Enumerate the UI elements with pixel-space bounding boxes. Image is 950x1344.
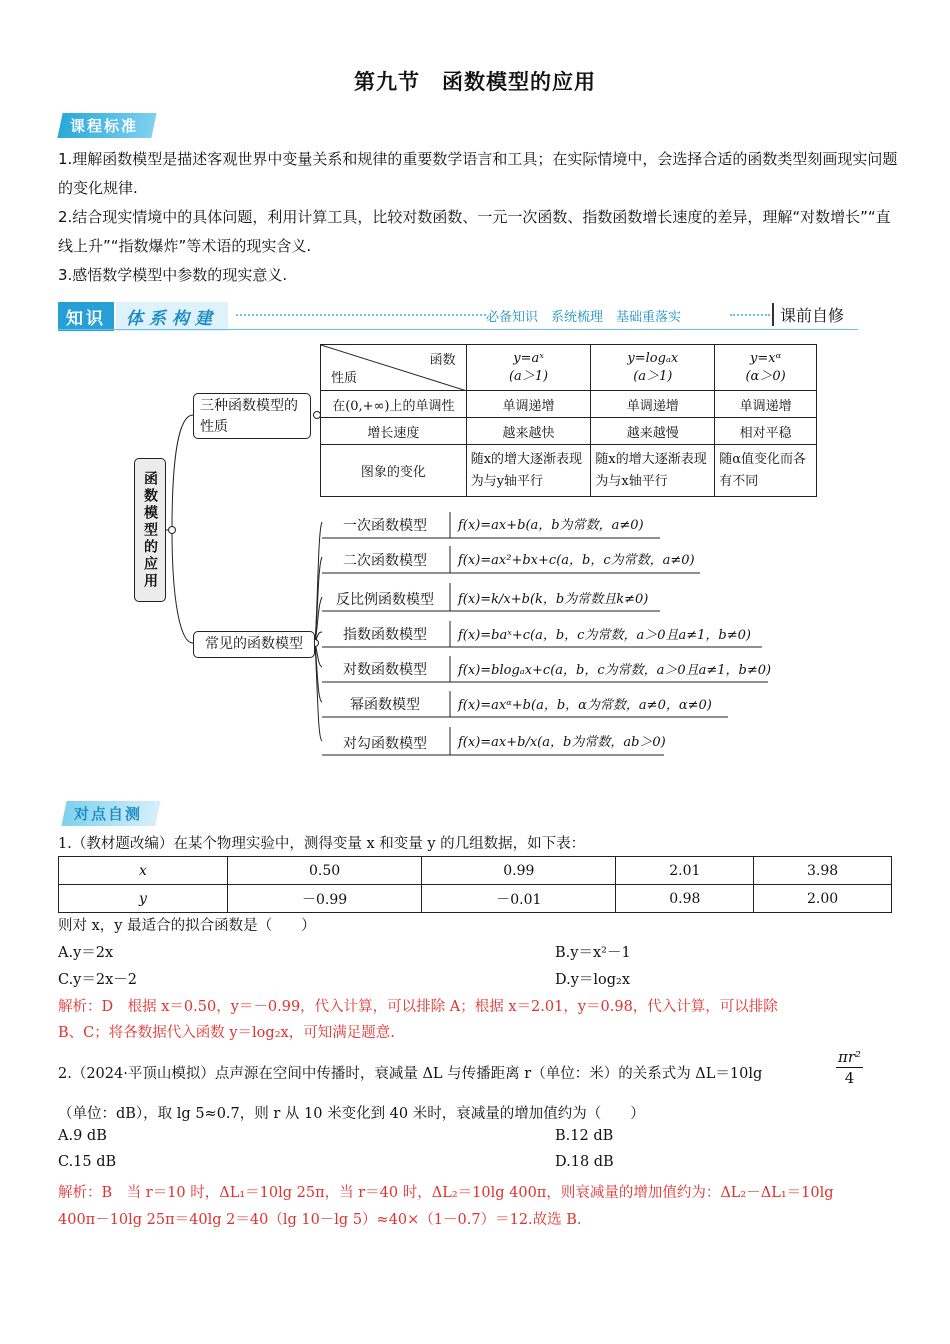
branch-common-models: 常见的函数模型 xyxy=(193,631,315,658)
model-formula: f(x)=ax²+bx+c(a，b，c为常数，a≠0) xyxy=(458,553,695,568)
q2-option-d: D.18 dB xyxy=(555,1154,614,1170)
system-build-box: 体系构建 xyxy=(116,302,228,331)
q2-stem-2: （单位：dB），取 lg 5≈0.7，则 r 从 10 米变化到 40 米时，衰减量的增加值约为（ ） xyxy=(58,1106,645,1122)
model-formula: f(x)=ax+b(a，b为常数，a≠0) xyxy=(458,518,644,533)
q1-analysis-line1: 解析：D 根据 x＝0.50，y＝－0.99，代入计算，可以排除 A；根据 x＝2.01，y＝0.98，代入计算，可以排除 xyxy=(58,999,778,1015)
header-diagonal-cell xyxy=(321,345,467,391)
q2-fraction: πr² 4 xyxy=(838,1048,862,1087)
table-row: x 0.50 0.99 2.01 3.98 xyxy=(59,857,892,885)
model-name: 对勾函数模型 xyxy=(343,736,427,752)
practice-banner xyxy=(64,800,158,826)
course-standard-label: 课程标准 xyxy=(70,116,139,135)
model-formula: f(x)=axᵅ+b(a，b，α为常数，a≠0，α≠0) xyxy=(458,698,712,713)
model-name: 对数函数模型 xyxy=(343,662,427,678)
q1-data-table xyxy=(58,856,892,913)
q2-option-b: B.12 dB xyxy=(555,1128,614,1144)
table-row: 在(0,+∞)上的单调性 单调递增 单调递增 单调递增 xyxy=(321,391,817,418)
col-power: y=xᵅ (α＞0) xyxy=(715,345,817,391)
model-formula: f(x)=ax+b/x(a，b为常数，ab＞0) xyxy=(458,735,666,750)
practice-label: 对点自测 xyxy=(74,804,143,823)
col-exponential: y=aˣ (a＞1) xyxy=(466,345,591,391)
pre-class-label: 课前自修 xyxy=(772,303,844,326)
model-name: 指数函数模型 xyxy=(343,627,427,643)
table-row: 图象的变化 随x的增大逐渐表现为与y轴平行 随x的增大逐渐表现为与x轴平行 随α值变化而各有不同 xyxy=(321,445,817,497)
model-formula: f(x)=blogₐx+c(a，b，c为常数，a＞0且a≠1，b≠0) xyxy=(458,663,772,678)
standard-2: 2.结合现实情境中的具体问题，利用计算工具，比较对数函数、一元一次函数、指数函数增长速度的差异，理解“对数增长”“直线上升”“指数爆炸”等术语的现实含义. xyxy=(58,208,891,255)
q2-analysis-line2: 400π－10lg 25π＝40lg 2＝40（lg 10－lg 5）≈40×（1－0.7）＝12.故选 B. xyxy=(58,1212,582,1228)
model-formula: f(x)=baˣ+c(a，b，c为常数，a＞0且a≠1，b≠0) xyxy=(458,628,751,643)
q2-analysis-line1: 解析：B 当 r＝10 时，ΔL₁＝10lg 25π，当 r＝40 时，ΔL₂＝10lg 400π，则衰减量的增加值约为：ΔL₂－ΔL₁＝10lg xyxy=(58,1185,834,1201)
diagram-root: 函数模型的应用 xyxy=(134,458,166,602)
model-name: 幂函数模型 xyxy=(350,697,420,713)
page-title: 第九节 函数模型的应用 xyxy=(354,70,596,94)
q1-option-c: C.y＝2x－2 xyxy=(58,972,138,988)
properties-table xyxy=(320,344,817,497)
standard-3: 3.感悟数学模型中参数的现实意义. xyxy=(58,266,288,284)
q1-stem: 1.（教材题改编）在某个物理实验中，测得变量 x 和变量 y 的几组数据，如下表： xyxy=(58,836,586,852)
model-name: 一次函数模型 xyxy=(343,518,427,534)
header-function-label: 函数 xyxy=(429,353,456,368)
standard-1: 1.理解函数模型是描述客观世界中变量关系和规律的重要数学语言和工具；在实际情境中，会选择合适的函数类型刻画现实问题的变化规律. xyxy=(58,150,898,197)
model-name: 反比例函数模型 xyxy=(336,592,434,608)
col-logarithmic: y=logₐx (a＞1) xyxy=(591,345,715,391)
q2-option-a: A.9 dB xyxy=(58,1128,107,1144)
q1-option-a: A.y＝2x xyxy=(58,945,114,961)
q1-ask: 则对 x，y 最适合的拟合函数是（ ） xyxy=(58,918,316,934)
table-row: 增长速度 越来越快 越来越慢 相对平稳 xyxy=(321,418,817,445)
header-property-label: 性质 xyxy=(331,371,358,386)
q2-stem: 2.（2024·平顶山模拟）点声源在空间中传播时，衰减量 ΔL 与传播距离 r（单位：米）的关系式为 ΔL＝10lg xyxy=(58,1066,763,1082)
branch-three-models: 三种函数模型的性质 xyxy=(193,393,311,439)
table-row: y －0.99 －0.01 0.98 2.00 xyxy=(59,885,892,913)
model-name: 二次函数模型 xyxy=(343,553,427,569)
q1-option-b: B.y＝x²－1 xyxy=(555,945,631,961)
knowledge-tags: 必备知识 系统梳理 基础重落实 xyxy=(486,310,682,325)
knowledge-box: 知识 xyxy=(58,302,114,331)
q1-analysis-line2: B、C；将各数据代入函数 y＝log₂x，可知满足题意. xyxy=(58,1025,395,1041)
q1-option-d: D.y＝log₂x xyxy=(555,972,631,988)
q2-option-c: C.15 dB xyxy=(58,1154,117,1170)
model-formula: f(x)=k/x+b(k，b为常数且k≠0) xyxy=(458,592,649,607)
